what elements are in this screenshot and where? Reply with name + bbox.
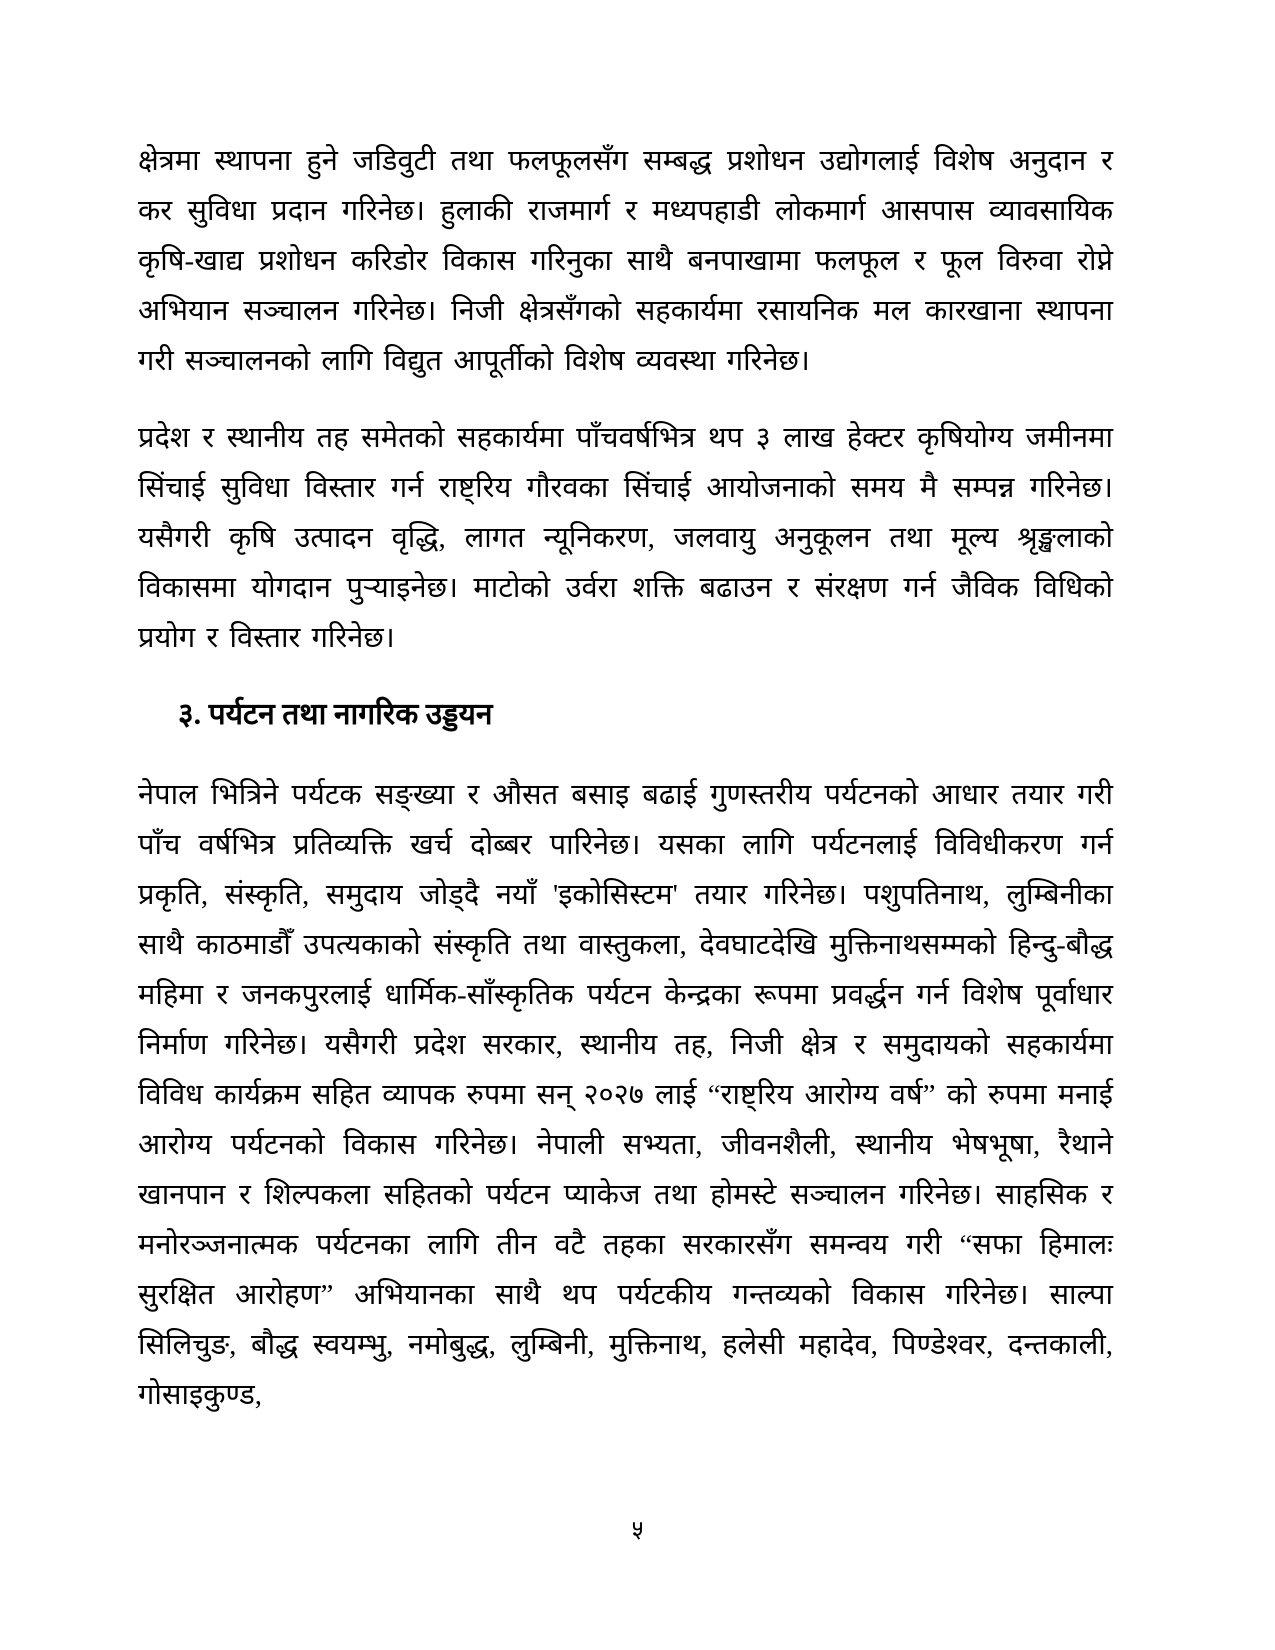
paragraph-irrigation-agriculture: प्रदेश र स्थानीय तह समेतको सहकार्यमा पाँचवर्षभित्र थप ३ लाख हेक्टर कृषियोग्य जमीनमा सिंचाई सुविधा विस्तार गर्न राष्ट्रिय गौरवका सिंचाई आयोजनाको समय मै सम्पन्न गरिनेछ। यसैगरी कृषि उत्पादन वृद्धि, लागत न्यूनिकरण, जलवायु अनुकूलन तथा मूल्य श्रृङ्खलाको विकासमा योगदान पुऱ्याइनेछ। माटोको उर्वरा शक्ति बढाउन र संरक्षण गर्न जैविक विधिको प्रयोग र विस्तार गरिनेछ। bbox=[138, 422, 1113, 654]
paragraph-agriculture-processing: क्षेत्रमा स्थापना हुने जडिवुटी तथा फलफूलसँग सम्बद्ध प्रशोधन उद्योगलाई विशेष अनुदान र कर सुविधा प्रदान गरिनेछ। हुलाकी राजमार्ग र मध्यपहाडी लोकमार्ग आसपास व्यावसायिक कृषि-खाद्य प्रशोधन करिडोर विकास गरिनुका साथै बनपाखामा फलफूल र फूल विरुवा रोप्ने अभियान सञ्चालन गरिनेछ। निजी क्षेत्रसँगको सहकार्यमा रसायनिक मल कारखाना स्थापना गरी सञ्चालनको लागि विद्युत आपूर्तीको विशेष व्यवस्था गरिनेछ। bbox=[138, 145, 1113, 377]
section-heading-tourism-civil-aviation: ३. पर्यटन तथा नागरिक उड्डयन bbox=[178, 698, 493, 731]
paragraph-tourism-development: नेपाल भित्रिने पर्यटक सङ्ख्या र औसत बसाइ बढाई गुणस्तरीय पर्यटनको आधार तयार गरी पाँच वर्षभित्र प्रतिव्यक्ति खर्च दोब्बर पारिनेछ। यसका लागि पर्यटनलाई विविधीकरण गर्न प्रकृति, संस्कृति, समुदाय जोड्दै नयाँ 'इकोसिस्टम' तयार गरिनेछ। पशुपतिनाथ, लुम्बिनीका साथै काठमाडौँ उपत्यकाको संस्कृति तथा वास्तुकला, देवघाटदेखि मुक्तिनाथसम्मको हिन्दु-बौद्ध महिमा र जनकपुरलाई धार्मिक-साँस्कृतिक पर्यटन केन्द्रका रूपमा प्रवर्द्धन गर्न विशेष पूर्वाधार निर्माण गरिनेछ। यसैगरी प्रदेश सरकार, स्थानीय तह, निजी क्षेत्र र समुदायको सहकार्यमा विविध कार्यक्रम सहित व्यापक रुपमा सन् २०२७ लाई “राष्ट्रिय आरोग्य वर्ष” को रुपमा मनाई आरोग्य पर्यटनको विकास गरिनेछ। नेपाली सभ्यता, जीवनशैली, स्थानीय भेषभूषा, रैथाने खानपान र शिल्पकला सहितको पर्यटन प्याकेज तथा होमस्टे सञ्चालन गरिनेछ। साहसिक र मनोरञ्जनात्मक पर्यटनका लागि तीन वटै तहका सरकारसँग समन्वय गरी “सफा हिमालः सुरक्षित आरोहण” अभियानका साथै थप पर्यटकीय गन्तव्यको विकास गरिनेछ। साल्पा सिलिचुङ, बौद्ध स्वयम्भु, नमोबुद्ध, लुम्बिनी, मुक्तिनाथ, हलेसी महादेव, पिण्डेश्वर, दन्तकाली, गोसाइकुण्ड, bbox=[138, 779, 1113, 1411]
page-number: ५ bbox=[631, 1517, 644, 1543]
document-body bbox=[138, 136, 1113, 1447]
